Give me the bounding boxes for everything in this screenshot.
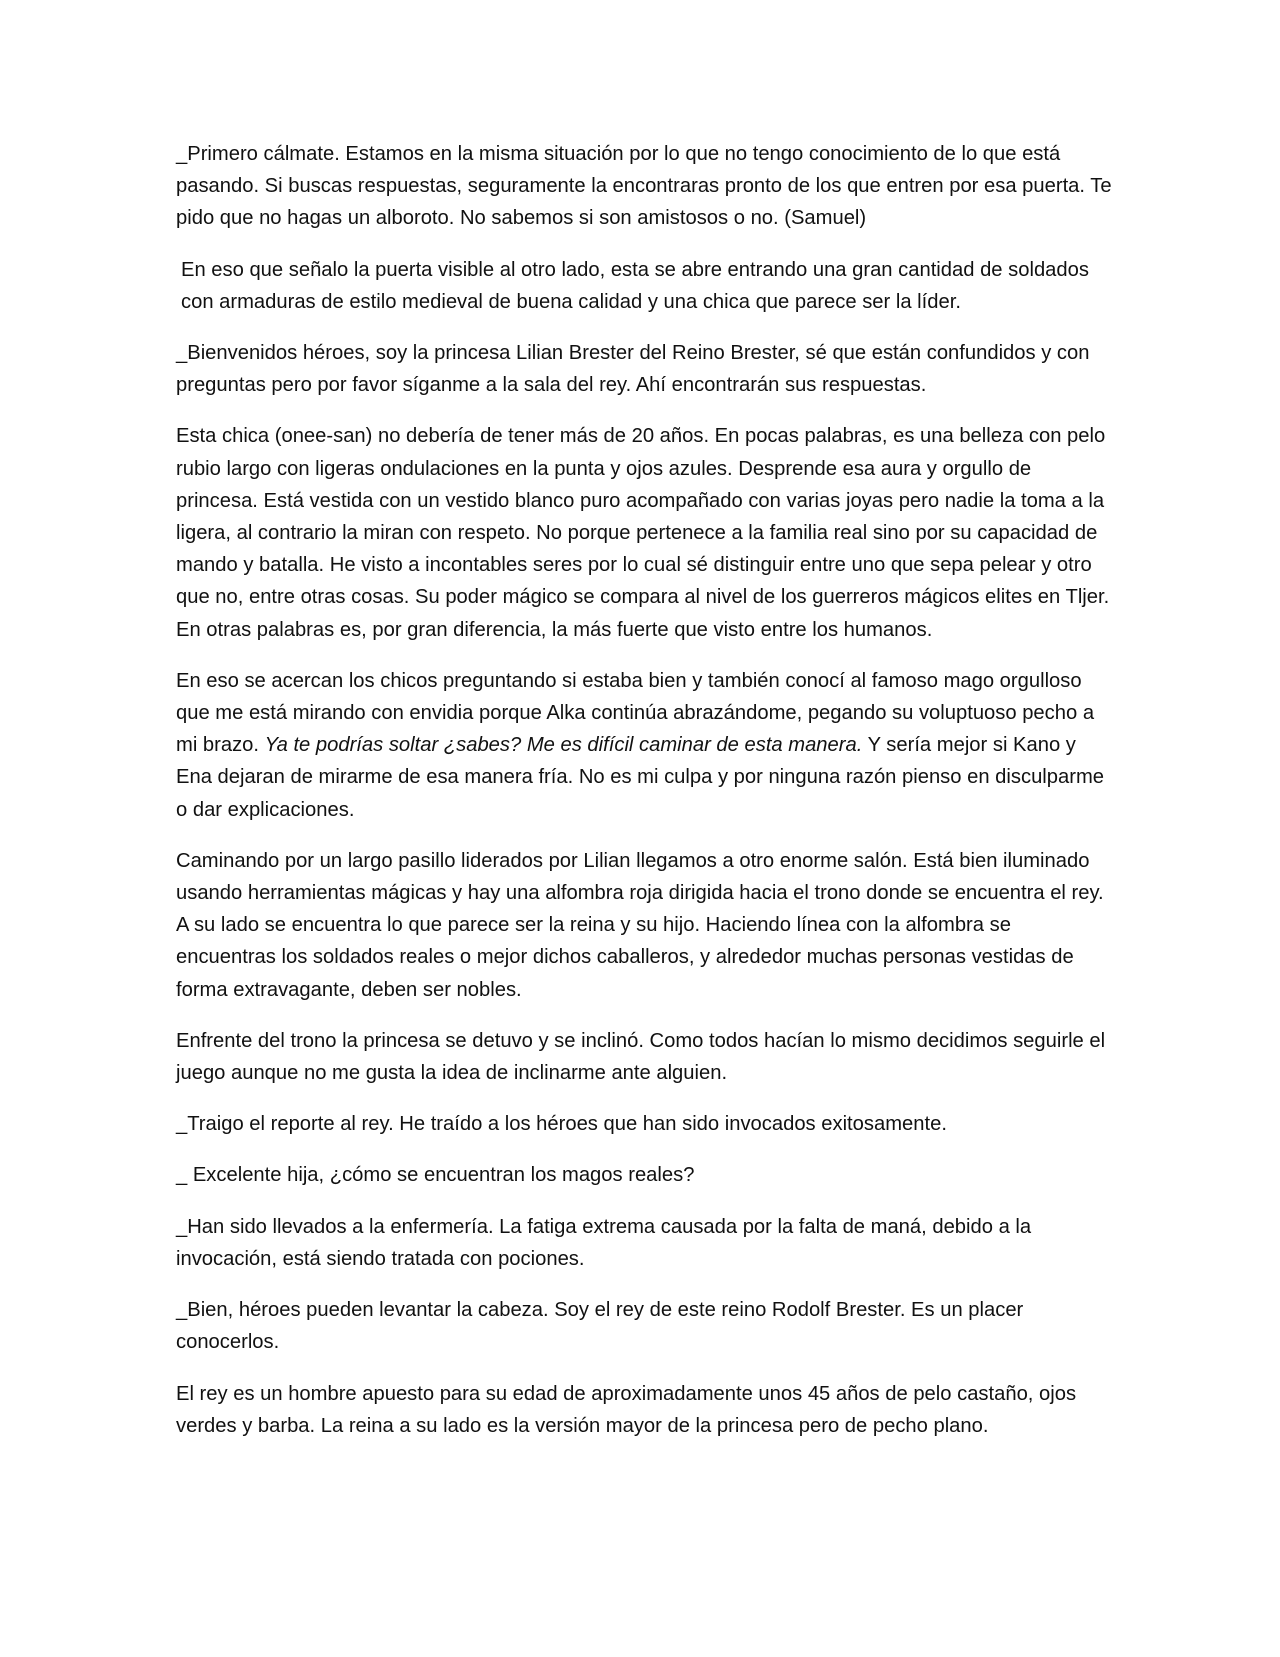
paragraph-3: _Bienvenidos héroes, soy la princesa Lilian Brester del Reino Brester, sé que están confundidos y con preguntas pero por favor síganme a la sala del rey. Ahí encontrarán sus respuestas. [176,342,1090,397]
paragraph-5 [176,665,1116,826]
paragraph-10: _Han sido llevados a la enfermería. La fatiga extrema causada por la falta de maná, debido a la invocación, está siendo tratada con pociones. [176,1215,1032,1270]
paragraph-12: El rey es un hombre apuesto para su edad de aproximadamente unos 45 años de pelo castaño, ojos verdes y barba. La reina a su lado es la versión mayor de la princesa pero de pecho plano. [176,1382,1077,1437]
paragraph-2: En eso que señalo la puerta visible al otro lado, esta se abre entrando una gran cantidad de soldados con armaduras de estilo medieval de buena calidad y una chica que parece ser la líder. [181,258,1089,313]
paragraph-7: Enfrente del trono la princesa se detuvo y se inclinó. Como todos hacían lo mismo decidimos seguirle el juego aunque no me gusta la idea de inclinarme ante alguien. [176,1029,1106,1085]
paragraph-11: _Bien, héroes pueden levantar la cabeza. Soy el rey de este reino Rodolf Brester. Es un placer conocerlos. [176,1299,1024,1354]
paragraph-5-italic-thought: Ya te podrías soltar ¿sabes? Me es difícil caminar de esta manera. [264,734,863,757]
paragraph-5-text-after: Y sería mejor si Kano y Ena dejaran de mirarme de esa manera fría. No es mi culpa y por ninguna razón pienso en disculparme o dar explicaciones. [176,734,1105,821]
paragraph-4: Esta chica (onee-san) no debería de tener más de 20 años. En pocas palabras, es una belleza con pelo rubio largo con ligeras ondulaciones en la punta y ojos azules. Desprende esa aura y orgullo de princesa. Está vestida con un vestido blanco puro acompañado con varias joyas pero nadie la toma a la ligera, al contrario la miran con respeto. No porque pertenece a la familia real sino por su capacidad de mando y batalla. He visto a incontables seres por lo cual sé distinguir entre uno que sepa pelear y otro que no, entre otras cosas. Su poder mágico se compara al nivel de los guerreros mágicos elites en Tljer. En otras palabras es, por gran diferencia, la más fuerte que visto entre los humanos. [176,425,1110,641]
paragraph-1: _Primero cálmate. Estamos en la misma situación por lo que no tengo conocimiento de lo que está pasando. Si buscas respuestas, seguramente la encontraras pronto de los que entren por esa puerta. Te pido que no hagas un alboroto. No sabemos si son amistosos o no. (Samuel) [176,143,1112,230]
document-page [176,138,1116,1461]
paragraph-5-text-before: En eso se acercan los chicos preguntando si estaba bien y también conocí al famoso mago orgulloso que me está mirando con envidia porque Alka continúa abrazándome, pegando su voluptuoso pecho a mi brazo. [176,669,1095,757]
paragraph-8: _Traigo el reporte al rey. He traído a los héroes que han sido invocados exitosamente. [176,1113,947,1136]
paragraph-6: Caminando por un largo pasillo liderados por Lilian llegamos a otro enorme salón. Está bien iluminado usando herramientas mágicas y hay una alfombra roja dirigida hacia el trono donde se encuentra el rey. A su lado se encuentra lo que parece ser la reina y su hijo. Haciendo línea con la alfombra se encuentras los soldados reales o mejor dichos caballeros, y alrededor muchas personas vestidas de forma extravagante, deben ser nobles. [176,849,1104,1001]
paragraph-9: _ Excelente hija, ¿cómo se encuentran los magos reales? [176,1164,695,1187]
